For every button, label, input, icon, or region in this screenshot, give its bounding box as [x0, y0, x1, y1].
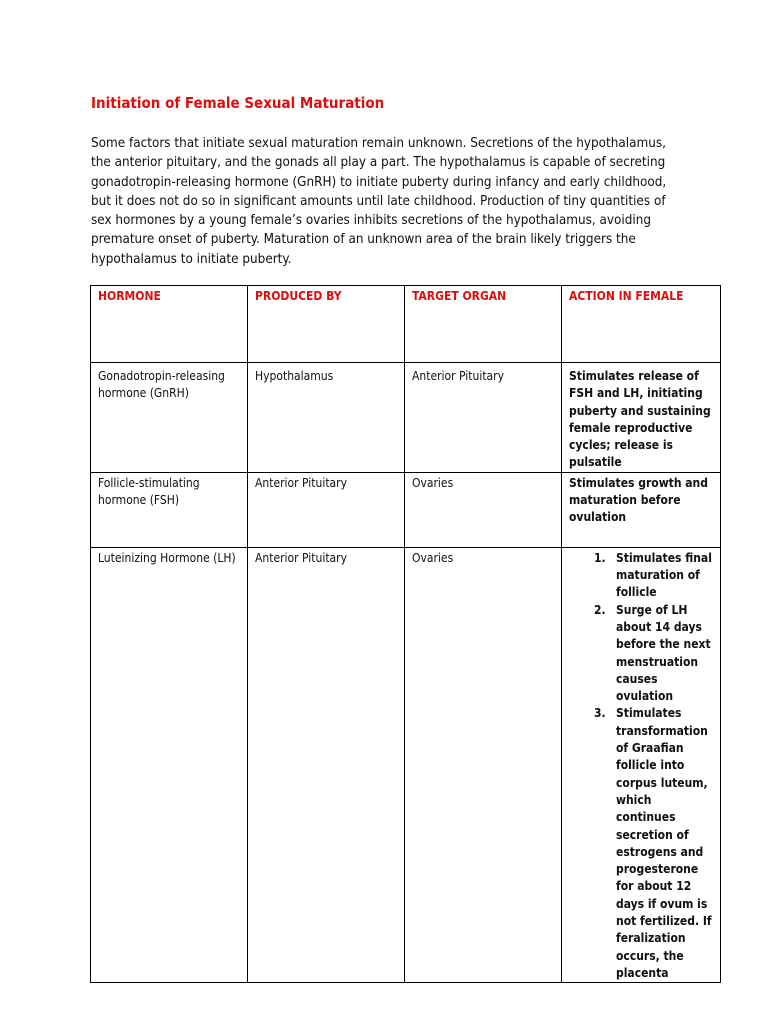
page-title: Initiation of Female Sexual Maturation [91, 94, 385, 112]
cell-produced-by: Anterior Pituitary [248, 547, 405, 982]
header-hormone: HORMONE [91, 286, 248, 363]
table-row [91, 363, 721, 473]
intro-line: gonadotropin-releasing hormone (GnRH) to initiate puberty during infancy and early childhood, [91, 174, 667, 190]
cell-action: Stimulates growth and maturation before ovulation [562, 472, 721, 547]
intro-line: the anterior pituitary, and the gonads all play a part. The hypothalamus is capable of secreting [91, 155, 666, 171]
header-target-organ: TARGET ORGAN [405, 286, 562, 363]
cell-action: Stimulates release of FSH and LH, initiating puberty and sustaining female reproductive cycles; release is pulsatile [562, 363, 721, 473]
cell-target-organ: Anterior Pituitary [405, 363, 562, 473]
intro-line: hypothalamus to initiate puberty. [91, 251, 292, 267]
intro-line: but it does not do so in significant amounts until late childhood. Production of tiny quantities of [91, 193, 666, 209]
header-produced-by: PRODUCED BY [248, 286, 405, 363]
cell-hormone: Luteinizing Hormone (LH) [91, 547, 248, 982]
intro-line: premature onset of puberty. Maturation of an unknown area of the brain likely triggers the [91, 232, 636, 248]
cell-hormone: Follicle-stimulating hormone (FSH) [91, 472, 248, 547]
cell-target-organ: Ovaries [405, 472, 562, 547]
intro-line: Some factors that initiate sexual maturation remain unknown. Secretions of the hypothalamus, [91, 136, 666, 151]
cell-action [562, 547, 721, 982]
list-item: Stimulates final maturation of follicle [616, 550, 712, 600]
cell-target-organ: Ovaries [405, 547, 562, 982]
header-action-in-female: ACTION IN FEMALE [562, 286, 721, 363]
hormone-table [90, 285, 721, 983]
lh-action-list [569, 550, 714, 982]
cell-hormone: Gonadotropin-releasing hormone (GnRH) [91, 363, 248, 473]
list-item: Stimulates transformation of Graafian follicle into corpus luteum, which continues secretion of estrogens and progesterone for about 12 days if ovum is not fertilized. If feralization occurs, the placenta [616, 706, 712, 980]
list-item: Surge of LH about 14 days before the next menstruation causes ovulation [616, 602, 711, 704]
cell-produced-by: Anterior Pituitary [248, 472, 405, 547]
intro-paragraph [91, 134, 691, 269]
table-row [91, 472, 721, 547]
cell-produced-by: Hypothalamus [248, 363, 405, 473]
table-row [91, 547, 721, 982]
table-header-row [91, 286, 721, 363]
intro-line: sex hormones by a young female’s ovaries inhibits secretions of the hypothalamus, avoiding [91, 213, 652, 229]
